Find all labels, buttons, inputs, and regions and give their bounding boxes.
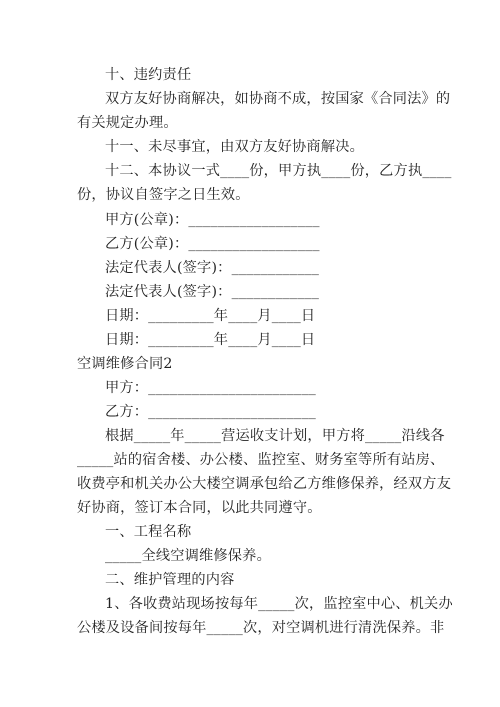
paragraph-line: 公楼及设备间按每年_____次，对空调机进行清洗保养。非 bbox=[77, 620, 445, 636]
paragraph-line: 十二、本协议一式____份，甲方执____份，乙方执____ bbox=[105, 163, 452, 179]
paragraph-line: 双方友好协商解决，如协商不成，按国家《合同法》的 bbox=[105, 91, 451, 107]
legal-representative-line: 法定代表人(签字)：____________ bbox=[105, 284, 320, 300]
paragraph-line: 有关规定办理。 bbox=[77, 115, 178, 131]
date-line: 日期：_________年____月____日 bbox=[105, 308, 316, 324]
paragraph-line: 收费亭和机关办公大楼空调承包给乙方维修保养，经双方友 bbox=[77, 476, 452, 492]
party-b-line: 乙方：_______________________ bbox=[105, 404, 316, 420]
section-heading-maintenance-content: 二、维护管理的内容 bbox=[105, 572, 235, 588]
party-b-seal-line: 乙方(公章)：__________________ bbox=[105, 236, 320, 252]
section-heading-project-name: 一、工程名称 bbox=[105, 524, 192, 540]
document-title: 空调维修合同2 bbox=[77, 356, 173, 372]
paragraph-line: 根据_____年_____营运收支计划，甲方将_____沿线各 bbox=[105, 428, 445, 444]
paragraph-line: _____站的宿舍楼、办公楼、监控室、财务室等所有站房、 bbox=[77, 452, 445, 468]
paragraph-line: 十一、未尽事宜，由双方友好协商解决。 bbox=[105, 139, 364, 155]
section-heading-breach-liability: 十、违约责任 bbox=[105, 67, 192, 83]
party-a-line: 甲方：_______________________ bbox=[105, 380, 316, 396]
party-a-seal-line: 甲方(公章)：__________________ bbox=[105, 212, 320, 228]
legal-representative-line: 法定代表人(签字)：____________ bbox=[105, 260, 320, 276]
date-line: 日期：_________年____月____日 bbox=[105, 332, 316, 348]
paragraph-line: 份，协议自签字之日生效。 bbox=[77, 187, 250, 203]
paragraph-line: 好协商，签订本合同，以此共同遵守。 bbox=[77, 500, 322, 516]
paragraph-line: 1、各收费站现场按每年_____次，监控室中心、机关办 bbox=[105, 596, 453, 612]
paragraph-line: _____全线空调维修保养。 bbox=[105, 548, 271, 564]
